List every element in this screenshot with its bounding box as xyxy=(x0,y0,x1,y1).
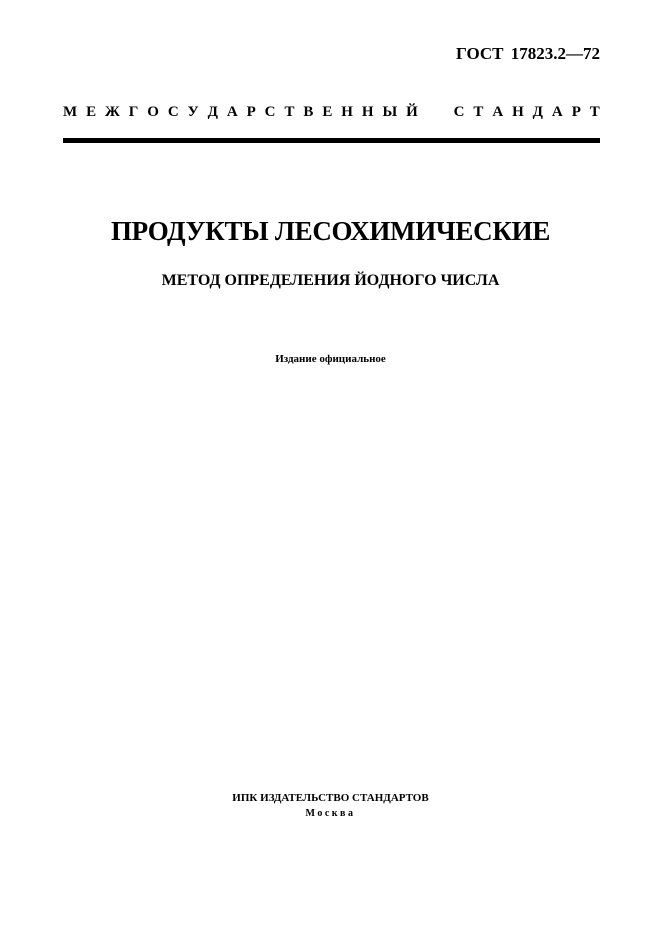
standard-type-letter: А xyxy=(492,104,504,120)
edition-note: Издание официальное xyxy=(275,353,386,365)
standard-type-letter: Р xyxy=(571,104,581,120)
standard-type-letter: Е xyxy=(86,104,97,120)
standard-type-letter: Н xyxy=(361,104,374,120)
standard-type-letter: Й xyxy=(406,104,418,120)
publisher-city: Москва xyxy=(305,808,356,819)
standard-type-letter: Е xyxy=(322,104,333,120)
document-subtitle: МЕТОД ОПРЕДЕЛЕНИЯ ЙОДНОГО ЧИСЛА xyxy=(161,272,500,289)
standard-type-letter: С xyxy=(264,104,276,120)
standard-type-letter: О xyxy=(147,104,159,120)
word-gap xyxy=(427,102,445,122)
standard-type-letter: Ж xyxy=(105,104,120,120)
standard-type-letter: Т xyxy=(284,104,295,120)
standard-type-letter: Н xyxy=(512,104,524,120)
standard-type-letter: Г xyxy=(128,104,139,120)
standard-type-letter: Т xyxy=(589,104,600,120)
standard-type-heading xyxy=(63,102,600,122)
standard-type-letter: М xyxy=(63,104,78,120)
standard-type-letter: Д xyxy=(532,104,543,120)
standard-type-letter: В xyxy=(303,104,314,120)
heading-divider xyxy=(63,138,600,143)
publisher-name: ИПК ИЗДАТЕЛЬСТВО СТАНДАРТОВ xyxy=(232,792,429,804)
standard-type-letter: С xyxy=(453,104,465,120)
standard-type-letter: А xyxy=(551,104,563,120)
standard-type-letter: С xyxy=(167,104,179,120)
standard-type-letter: У xyxy=(187,104,199,120)
standard-type-letter: Р xyxy=(246,104,256,120)
standard-type-letter: Ы xyxy=(382,104,398,120)
gost-number: ГОСТ 17823.2—72 xyxy=(456,44,600,63)
standard-type-letter: Т xyxy=(473,104,484,120)
standard-type-letter: Д xyxy=(207,104,218,120)
standard-type-letter: А xyxy=(226,104,238,120)
standard-type-letter: Н xyxy=(341,104,353,120)
document-title: ПРОДУКТЫ ЛЕСОХИМИЧЕСКИЕ xyxy=(110,216,551,246)
